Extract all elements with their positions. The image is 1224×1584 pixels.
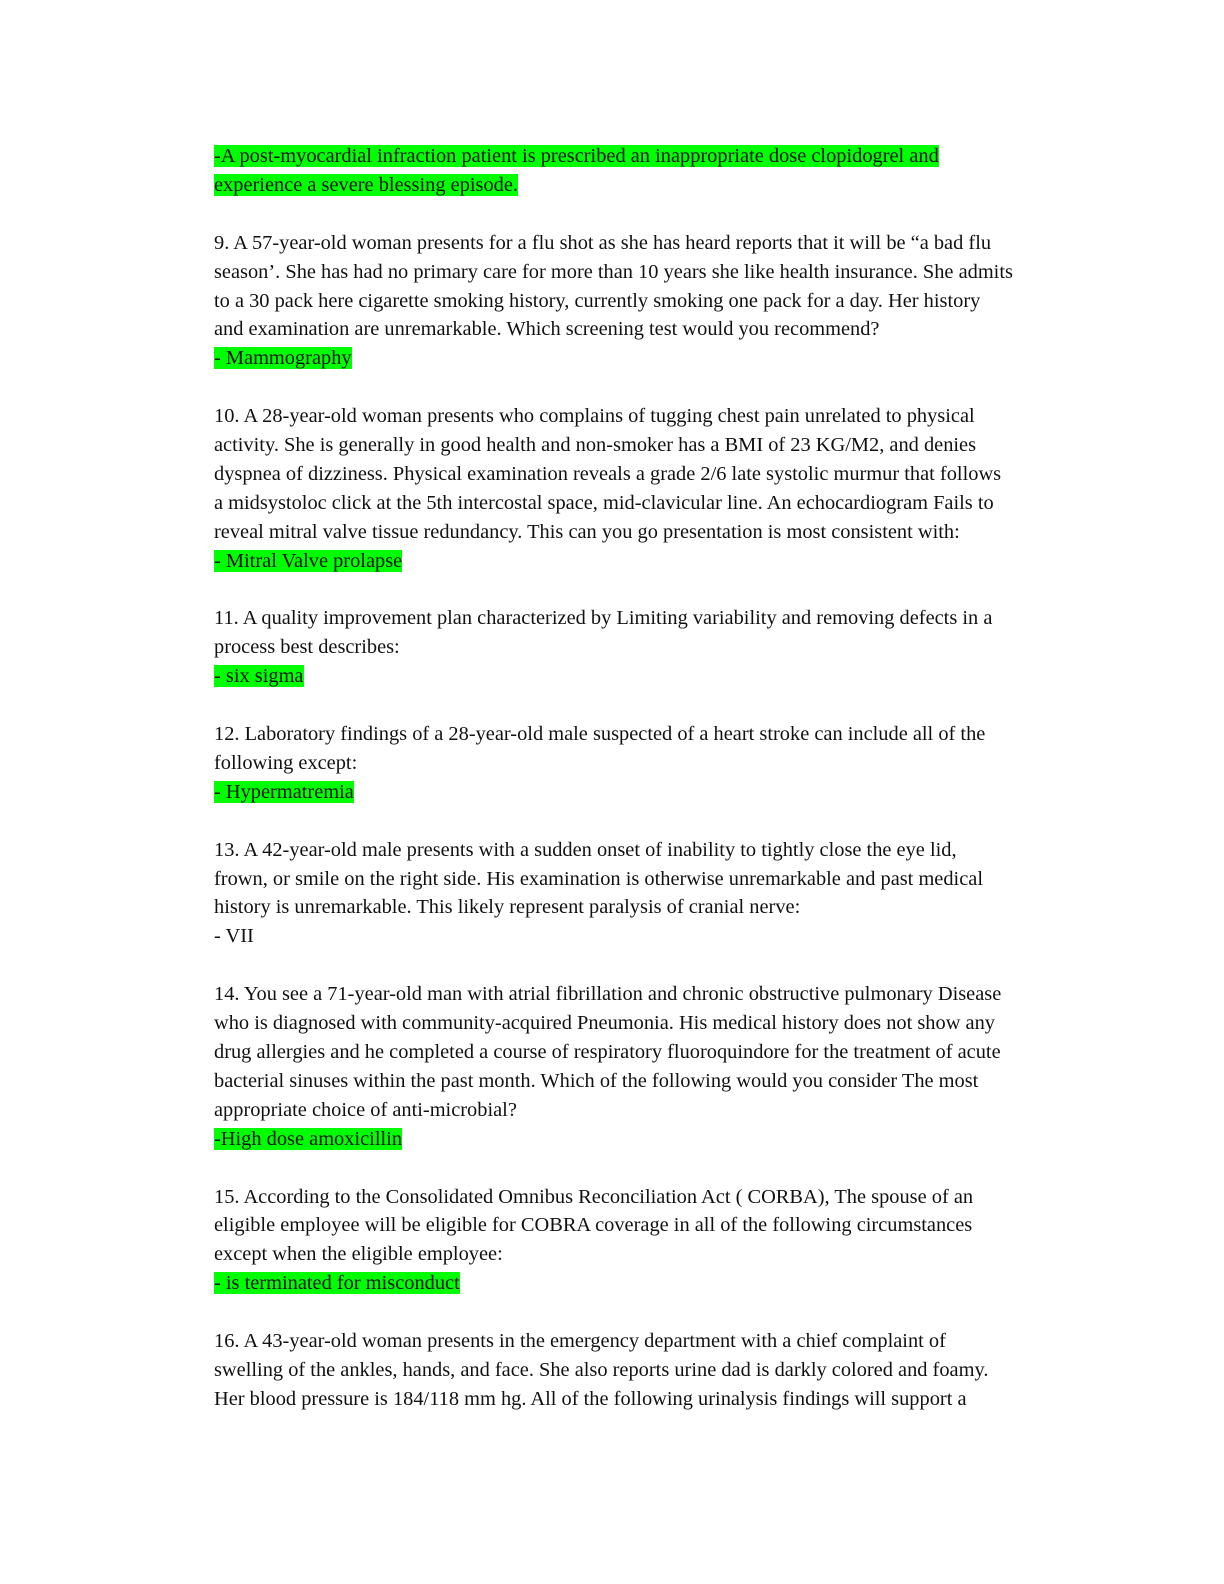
question-text-line: to a 30 pack here cigarette smoking history, currently smoking one pack for a day. Her history	[214, 289, 981, 312]
question-text-line: following except:	[214, 751, 358, 774]
question-text-line: 13. A 42-year-old male presents with a sudden onset of inability to tightly close the eye lid,	[214, 838, 957, 861]
answer-highlight: - is terminated for misconduct	[214, 1272, 460, 1295]
question-text-line: appropriate choice of anti-microbial?	[214, 1098, 517, 1121]
question-text-line: except when the eligible employee:	[214, 1243, 503, 1266]
question-text-line: process best describes:	[214, 636, 400, 659]
question-9	[214, 229, 1094, 374]
answer-highlight: - six sigma	[214, 665, 304, 688]
question-10	[214, 402, 1094, 575]
intro-answer-block	[214, 142, 1094, 200]
question-12	[214, 720, 1094, 807]
question-13	[214, 836, 1094, 952]
question-text-line: 14. You see a 71-year-old man with atrial fibrillation and chronic obstructive pulmonary Disease	[214, 983, 1002, 1006]
question-11	[214, 604, 1094, 691]
question-text-line: who is diagnosed with community-acquired Pneumonia. His medical history does not show any	[214, 1012, 995, 1035]
question-text-line: swelling of the ankles, hands, and face. She also reports urine dad is darkly colored and foamy.	[214, 1358, 989, 1381]
question-text-line: reveal mitral valve tissue redundancy. This can you go presentation is most consistent with:	[214, 520, 960, 543]
question-text-line: 16. A 43-year-old woman presents in the emergency department with a chief complaint of	[214, 1330, 946, 1353]
question-text-line: and examination are unremarkable. Which screening test would you recommend?	[214, 318, 880, 341]
answer-highlight: - Mammography	[214, 347, 352, 370]
question-text-line: activity. She is generally in good health and non-smoker has a BMI of 23 KG/M2, and denies	[214, 434, 977, 457]
question-16	[214, 1327, 1094, 1414]
question-text-line: Her blood pressure is 184/118 mm hg. All of the following urinalysis findings will support a	[214, 1387, 967, 1410]
question-text-line: history is unremarkable. This likely represent paralysis of cranial nerve:	[214, 896, 801, 919]
answer-highlight: -High dose amoxicillin	[214, 1127, 403, 1150]
highlighted-text: -A post-myocardial infraction patient is prescribed an inappropriate dose clopidogrel and	[214, 145, 939, 167]
question-text-line: 15. According to the Consolidated Omnibus Reconciliation Act ( CORBA), The spouse of an	[214, 1185, 974, 1208]
question-text-line: season’. She has had no primary care for more than 10 years she like health insurance. She admits	[214, 260, 1013, 283]
highlighted-text: experience a severe blessing episode.	[214, 173, 519, 196]
question-text-line: 12. Laboratory findings of a 28-year-old male suspected of a heart stroke can include all of the	[214, 723, 986, 746]
question-text-line: dyspnea of dizziness. Physical examination reveals a grade 2/6 late systolic murmur that follows	[214, 462, 1002, 485]
question-15	[214, 1183, 1094, 1299]
question-text-line: frown, or smile on the right side. His examination is otherwise unremarkable and past medical	[214, 867, 983, 890]
answer-highlight: - Hypermatremia	[214, 780, 354, 803]
question-14	[214, 980, 1094, 1153]
question-text-line: drug allergies and he completed a course of respiratory fluoroquindore for the treatment of acute	[214, 1041, 1001, 1063]
answer-text: - VII	[214, 925, 254, 948]
document-body	[214, 142, 1094, 1443]
question-text-line: a midsystoloc click at the 5th intercostal space, mid-clavicular line. An echocardiogram Fails to	[214, 491, 994, 514]
answer-highlight: - Mitral Valve prolapse	[214, 549, 403, 572]
question-text-line: 11. A quality improvement plan characterized by Limiting variability and removing defects in a	[214, 607, 993, 630]
question-text-line: bacterial sinuses within the past month. Which of the following would you consider The most	[214, 1069, 979, 1092]
question-text-line: 9. A 57-year-old woman presents for a flu shot as she has heard reports that it will be “a bad flu	[214, 231, 992, 254]
question-text-line: 10. A 28-year-old woman presents who complains of tugging chest pain unrelated to physical	[214, 405, 975, 428]
question-text-line: eligible employee will be eligible for COBRA coverage in all of the following circumstances	[214, 1214, 973, 1237]
